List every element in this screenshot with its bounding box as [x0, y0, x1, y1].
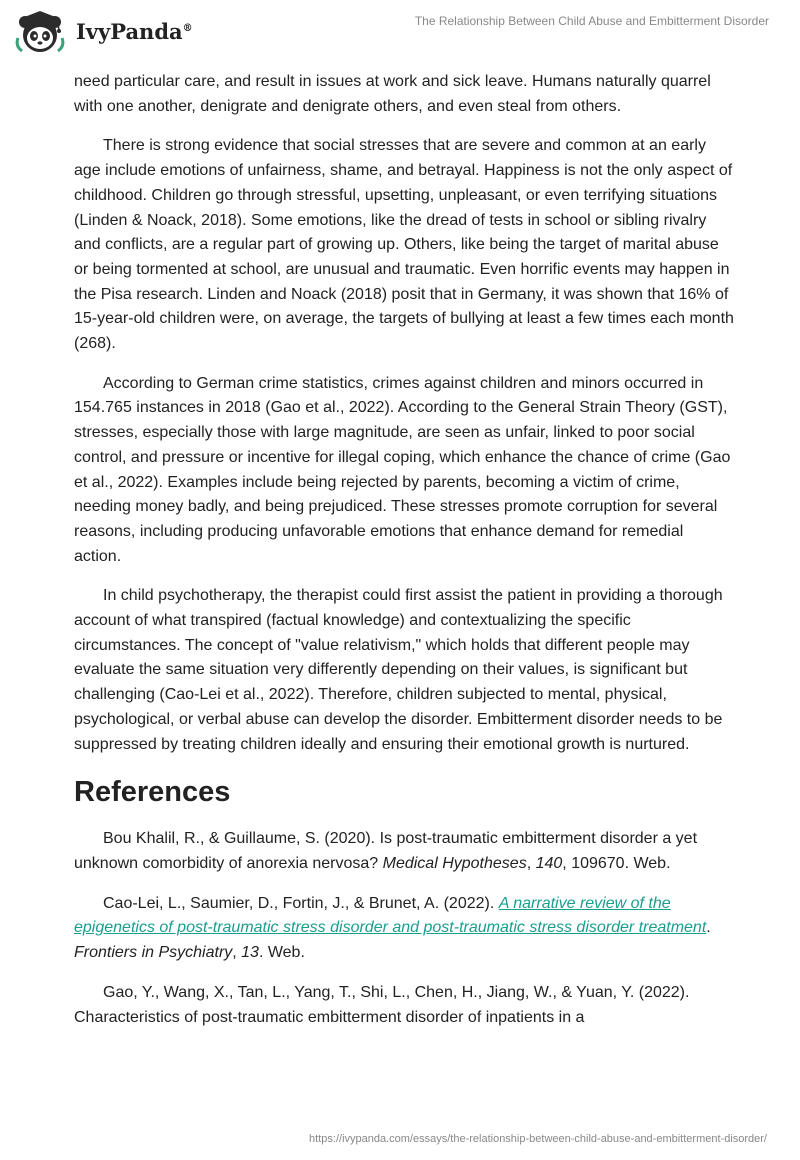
reference-separator: , [526, 854, 536, 872]
ivypanda-logo[interactable] [14, 8, 224, 58]
essay-content [74, 70, 734, 1045]
logo-wordmark [76, 19, 193, 44]
reference-volume: 13 [241, 944, 259, 962]
body-paragraph: In child psychotherapy, the therapist could first assist the patient in providing a thorough account of what transpired (factual knowledge) and contextualizing the specific circumstances. The concept of "value relativism," which holds that different people may evaluate the same situation very differently depending on their values, is significant but challenging (Cao-Lei et al., 2022). Therefore, children subjected to mental, physical, psychological, or verbal abuse can develop the disorder. Embitterment disorder needs to be suppressed by treating children ideally and ensuring their emotional growth is nurtured. [74, 587, 723, 753]
reference-volume: 140 [535, 854, 563, 872]
logo-text: IvyPanda [76, 19, 183, 44]
references-heading: References [74, 776, 231, 809]
reference-authors: Bou Khalil, R., & Guillaume, S. (2020). Is post-traumatic embitterment disorder a yet unknown comorbidity of anorexia nervosa? [74, 830, 698, 872]
body-paragraph: need particular care, and result in issues at work and sick leave. Humans naturally quarrel with one another, denigrate and denigrate others, and even steal from others. [74, 73, 711, 115]
header-essay-title: The Relationship Between Child Abuse and Embitterment Disorder [414, 14, 769, 28]
reference-journal: Medical Hypotheses [382, 854, 527, 872]
reference-authors: Cao-Lei, L., Saumier, D., Fortin, J., & Brunet, A. (2022). [103, 894, 499, 912]
reference-journal: Frontiers in Psychiatry [74, 944, 233, 962]
registered-mark: ® [182, 23, 193, 34]
reference-title-link[interactable]: A narrative review of the epigenetics of post-traumatic stress disorder and post-traumatic stress disorder treatment [74, 894, 707, 937]
panda-graduate-icon [14, 8, 66, 54]
reference-entry [74, 892, 734, 966]
page-header [0, 0, 800, 70]
body-paragraph: There is strong evidence that social stresses that are severe and common at an early age include emotions of unfairness, shame, and betrayal. Happiness is not the only aspect of childhood. Children go through stressful, upsetting, unpleasant, or even terrifying situations (Linden & Noack, 2018). Some emotions, like the dread of tests in school or sibling rivalry and conflicts, are a regular part of growing up. Others, like being the target of marital abuse or being tormented at school, are unusual and traumatic. Even horrific events may happen in the Pisa research. Linden and Noack (2018) posit that in Germany, it was shown that 16% of 15-year-old children were, on average, the targets of bullying at least a few times each month (268). [74, 137, 734, 353]
reference-separator: , [232, 944, 242, 962]
reference-tail: . Web. [258, 944, 305, 962]
reference-entry: Gao, Y., Wang, X., Tan, L., Yang, T., Shi, L., Chen, H., Jiang, W., & Yuan, Y. (2022). Characteristics of post-traumatic embitterment disorder of inpatients in a [74, 983, 690, 1026]
reference-tail: , 109670. Web. [562, 854, 671, 872]
body-paragraph: According to German crime statistics, crimes against children and minors occurred in 154.765 instances in 2018 (Gao et al., 2022). According to the General Strain Theory (GST), stresses, especially those with large magnitude, are seen as unfair, linked to poor social control, and pressure or incentive for illegal coping, which enhance the chance of crime (Gao et al., 2022). Examples include being rejected by parents, becoming a victim of crime, needing money badly, and being prejudiced. These stresses promote corruption for several reasons, including producing unfavorable emotions that enhance demand for remedial action. [74, 374, 731, 565]
reference-separator: . [706, 919, 711, 937]
reference-entry [74, 827, 734, 876]
footer-source-url[interactable]: https://ivypanda.com/essays/the-relationship-between-child-abuse-and-embitterment-disorder/ [309, 1133, 767, 1145]
